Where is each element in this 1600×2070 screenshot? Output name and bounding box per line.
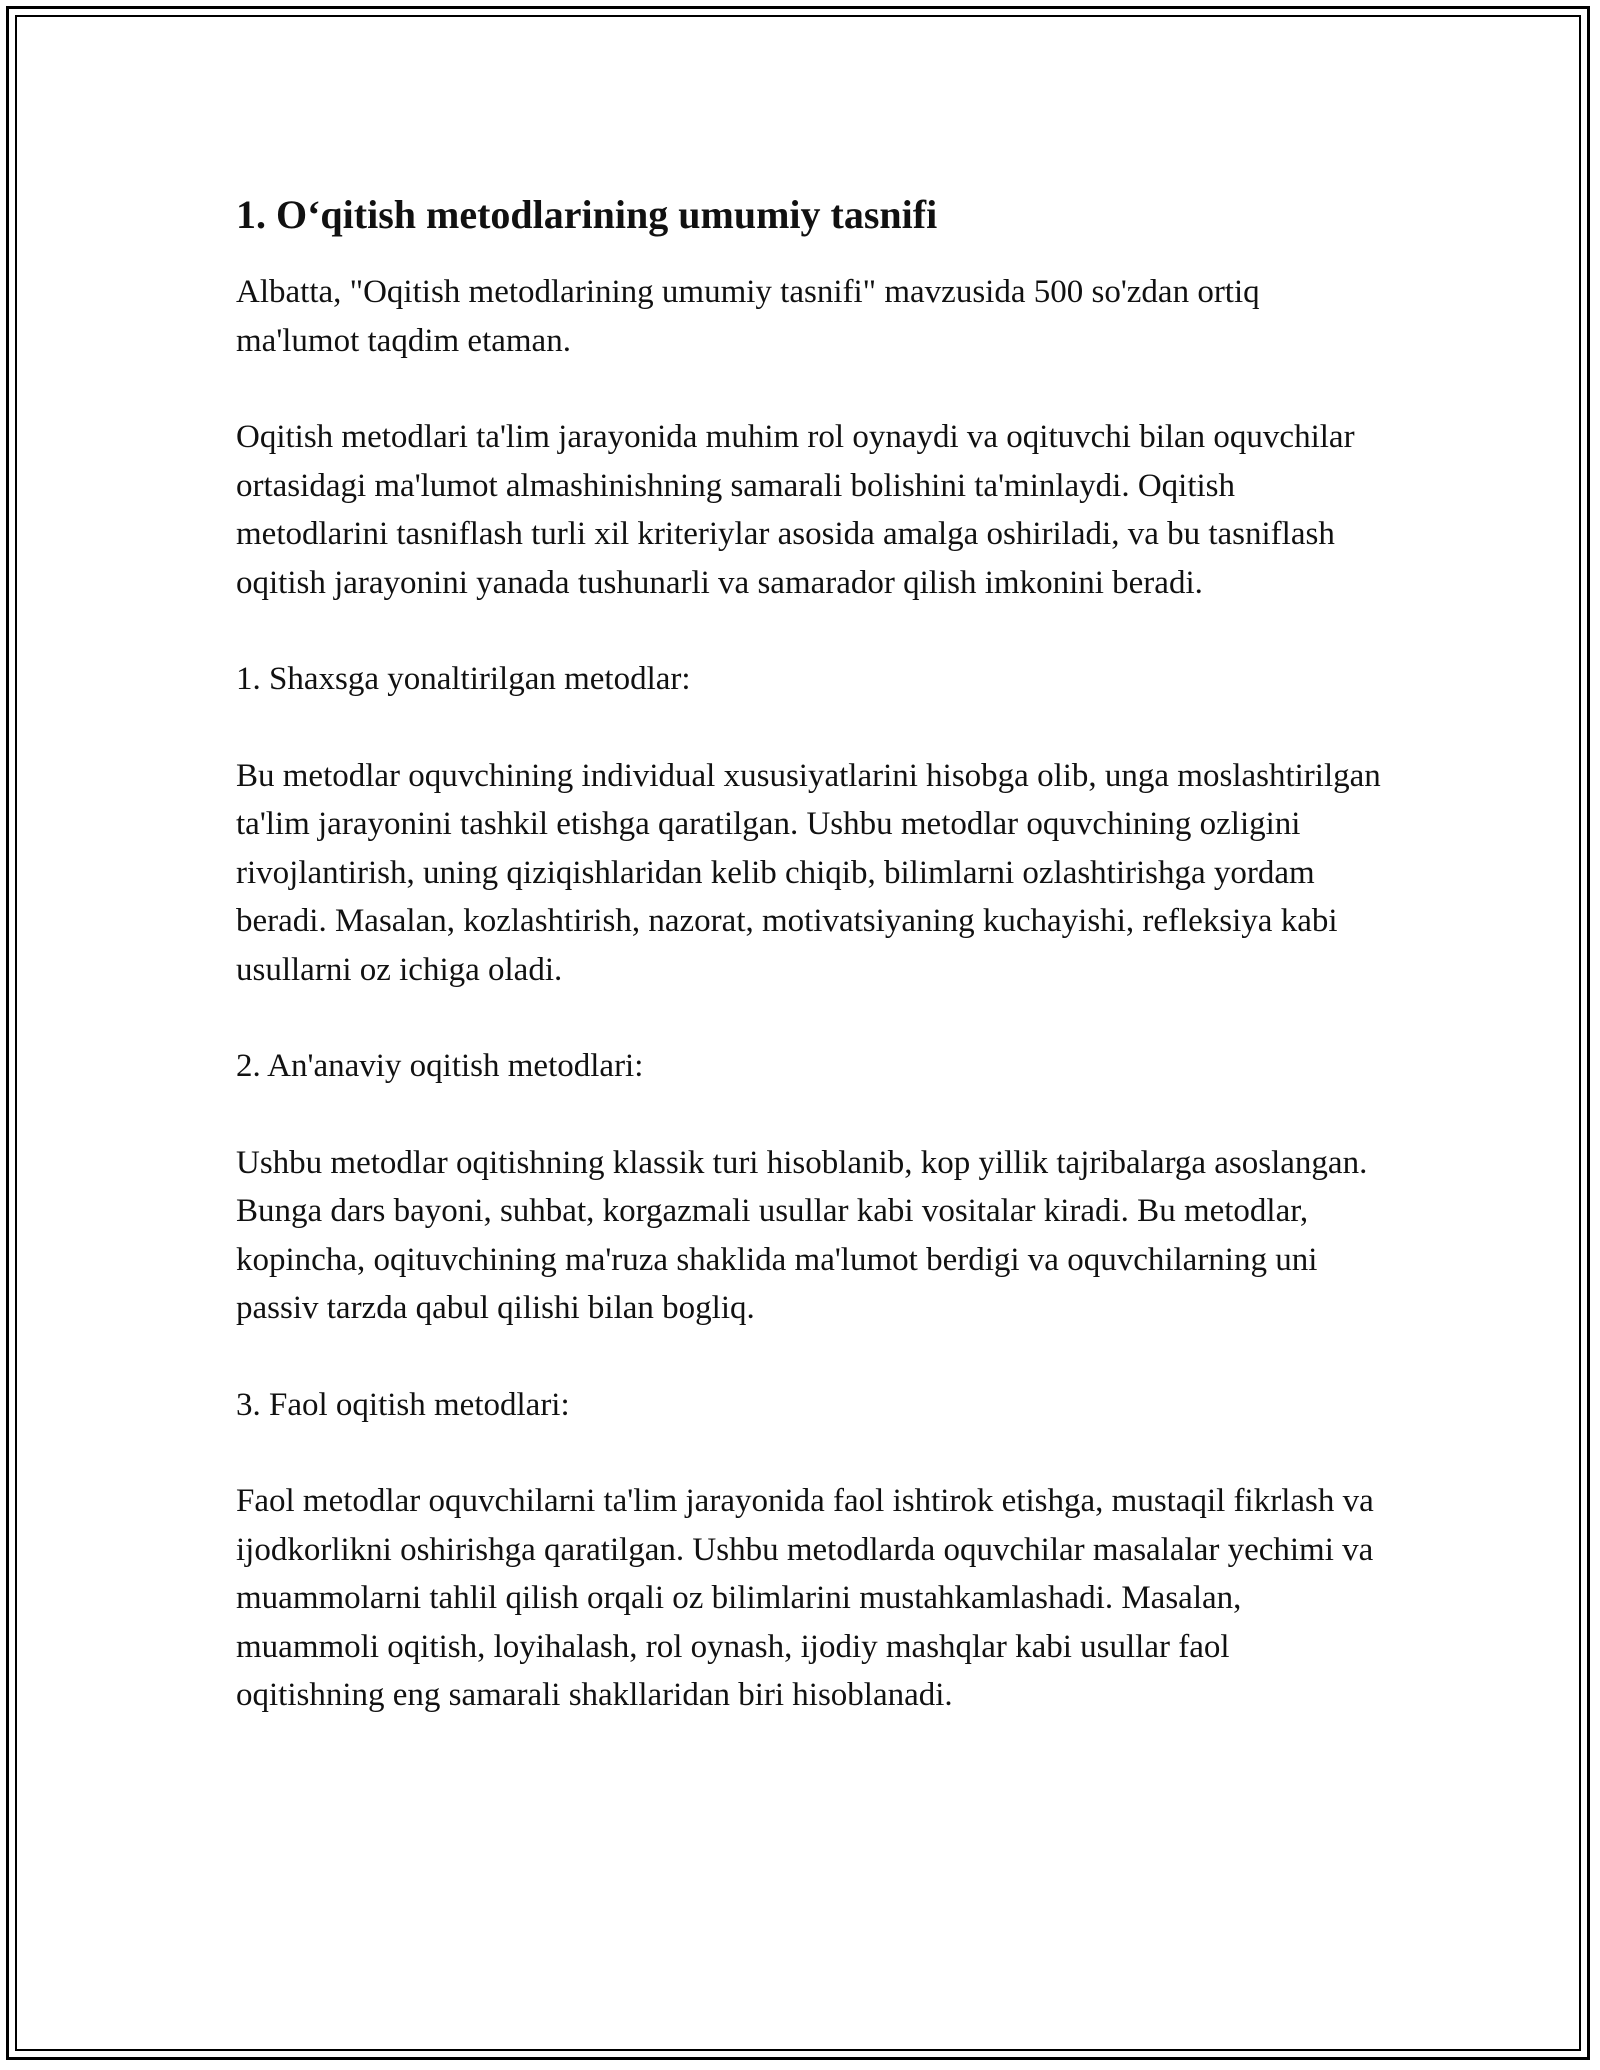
personal-methods-paragraph: Bu metodlar oquvchining individual xususiyatlarini hisobga olib, unga moslashtirilgan ta'lim jarayonini tashkil etishga qaratilgan. Ushbu metodlar oquvchining ozligini rivojlantirish, uning qiziqishlaridan kelib chiqib, bilimlarni ozlashtirishga yordam beradi. Masalan, kozlashtirish, nazorat, motivatsiyaning kuchayishi, refleksiya kabi usullarni oz ichiga oladi. (236, 757, 1381, 988)
active-methods-paragraph: Faol metodlar oquvchilarni ta'lim jarayonida faol ishtirok etishga, mustaqil fikrlash va ijodkorlikni oshirishga qaratilgan. Ushbu metodlarda oquvchilar masalalar yechimi va muammolarni tahlil qilish orqali oz bilimlarini mustahkamlashadi. Masalan, muammoli oqitish, loyihalash, rol oynash, ijodiy mashqlar kabi usullar faol oqitishning eng samarali shakllaridan biri hisoblanadi. (236, 1483, 1374, 1713)
subheading-traditional-methods: 2. An'anaviy oqitish metodlari: (236, 1048, 644, 1084)
traditional-methods-paragraph: Ushbu metodlar oqitishning klassik turi hisoblanib, kop yillik tajribalarga asoslangan. Bunga dars bayoni, suhbat, korgazmali usullar kabi vositalar kiradi. Bu metodlar, kopincha, oqituvchining ma'ruza shaklida ma'lumot berdigi va oquvchilarning uni passiv tarzda qabul qilishi bilan bogliq. (236, 1144, 1368, 1326)
subheading-active-methods: 3. Faol oqitish metodlari: (236, 1386, 570, 1423)
document-body (236, 188, 1386, 1768)
subheading-personal-methods: 1. Shaxsga yonaltirilgan metodlar: (236, 661, 691, 697)
overview-paragraph: Oqitish metodlari ta'lim jarayonida muhim rol oynaydi va oqituvchi bilan oquvchilar ortasidagi ma'lumot almashinishning samarali bolishini ta'minlaydi. Oqitish metodlarini tasniflash turli xil kriteriylar asosida amalga oshiriladi, va bu tasniflash oqitish jarayonini yanada tushunarli va samarador qilish imkonini beradi. (236, 419, 1355, 601)
section-heading: 1. O‘qitish metodlarining umumiy tasnifi (236, 192, 938, 237)
intro-paragraph: Albatta, "Oqitish metodlarining umumiy tasnifi" mavzusida 500 so'zdan ortiq ma'lumot taqdim etaman. (236, 274, 1260, 359)
